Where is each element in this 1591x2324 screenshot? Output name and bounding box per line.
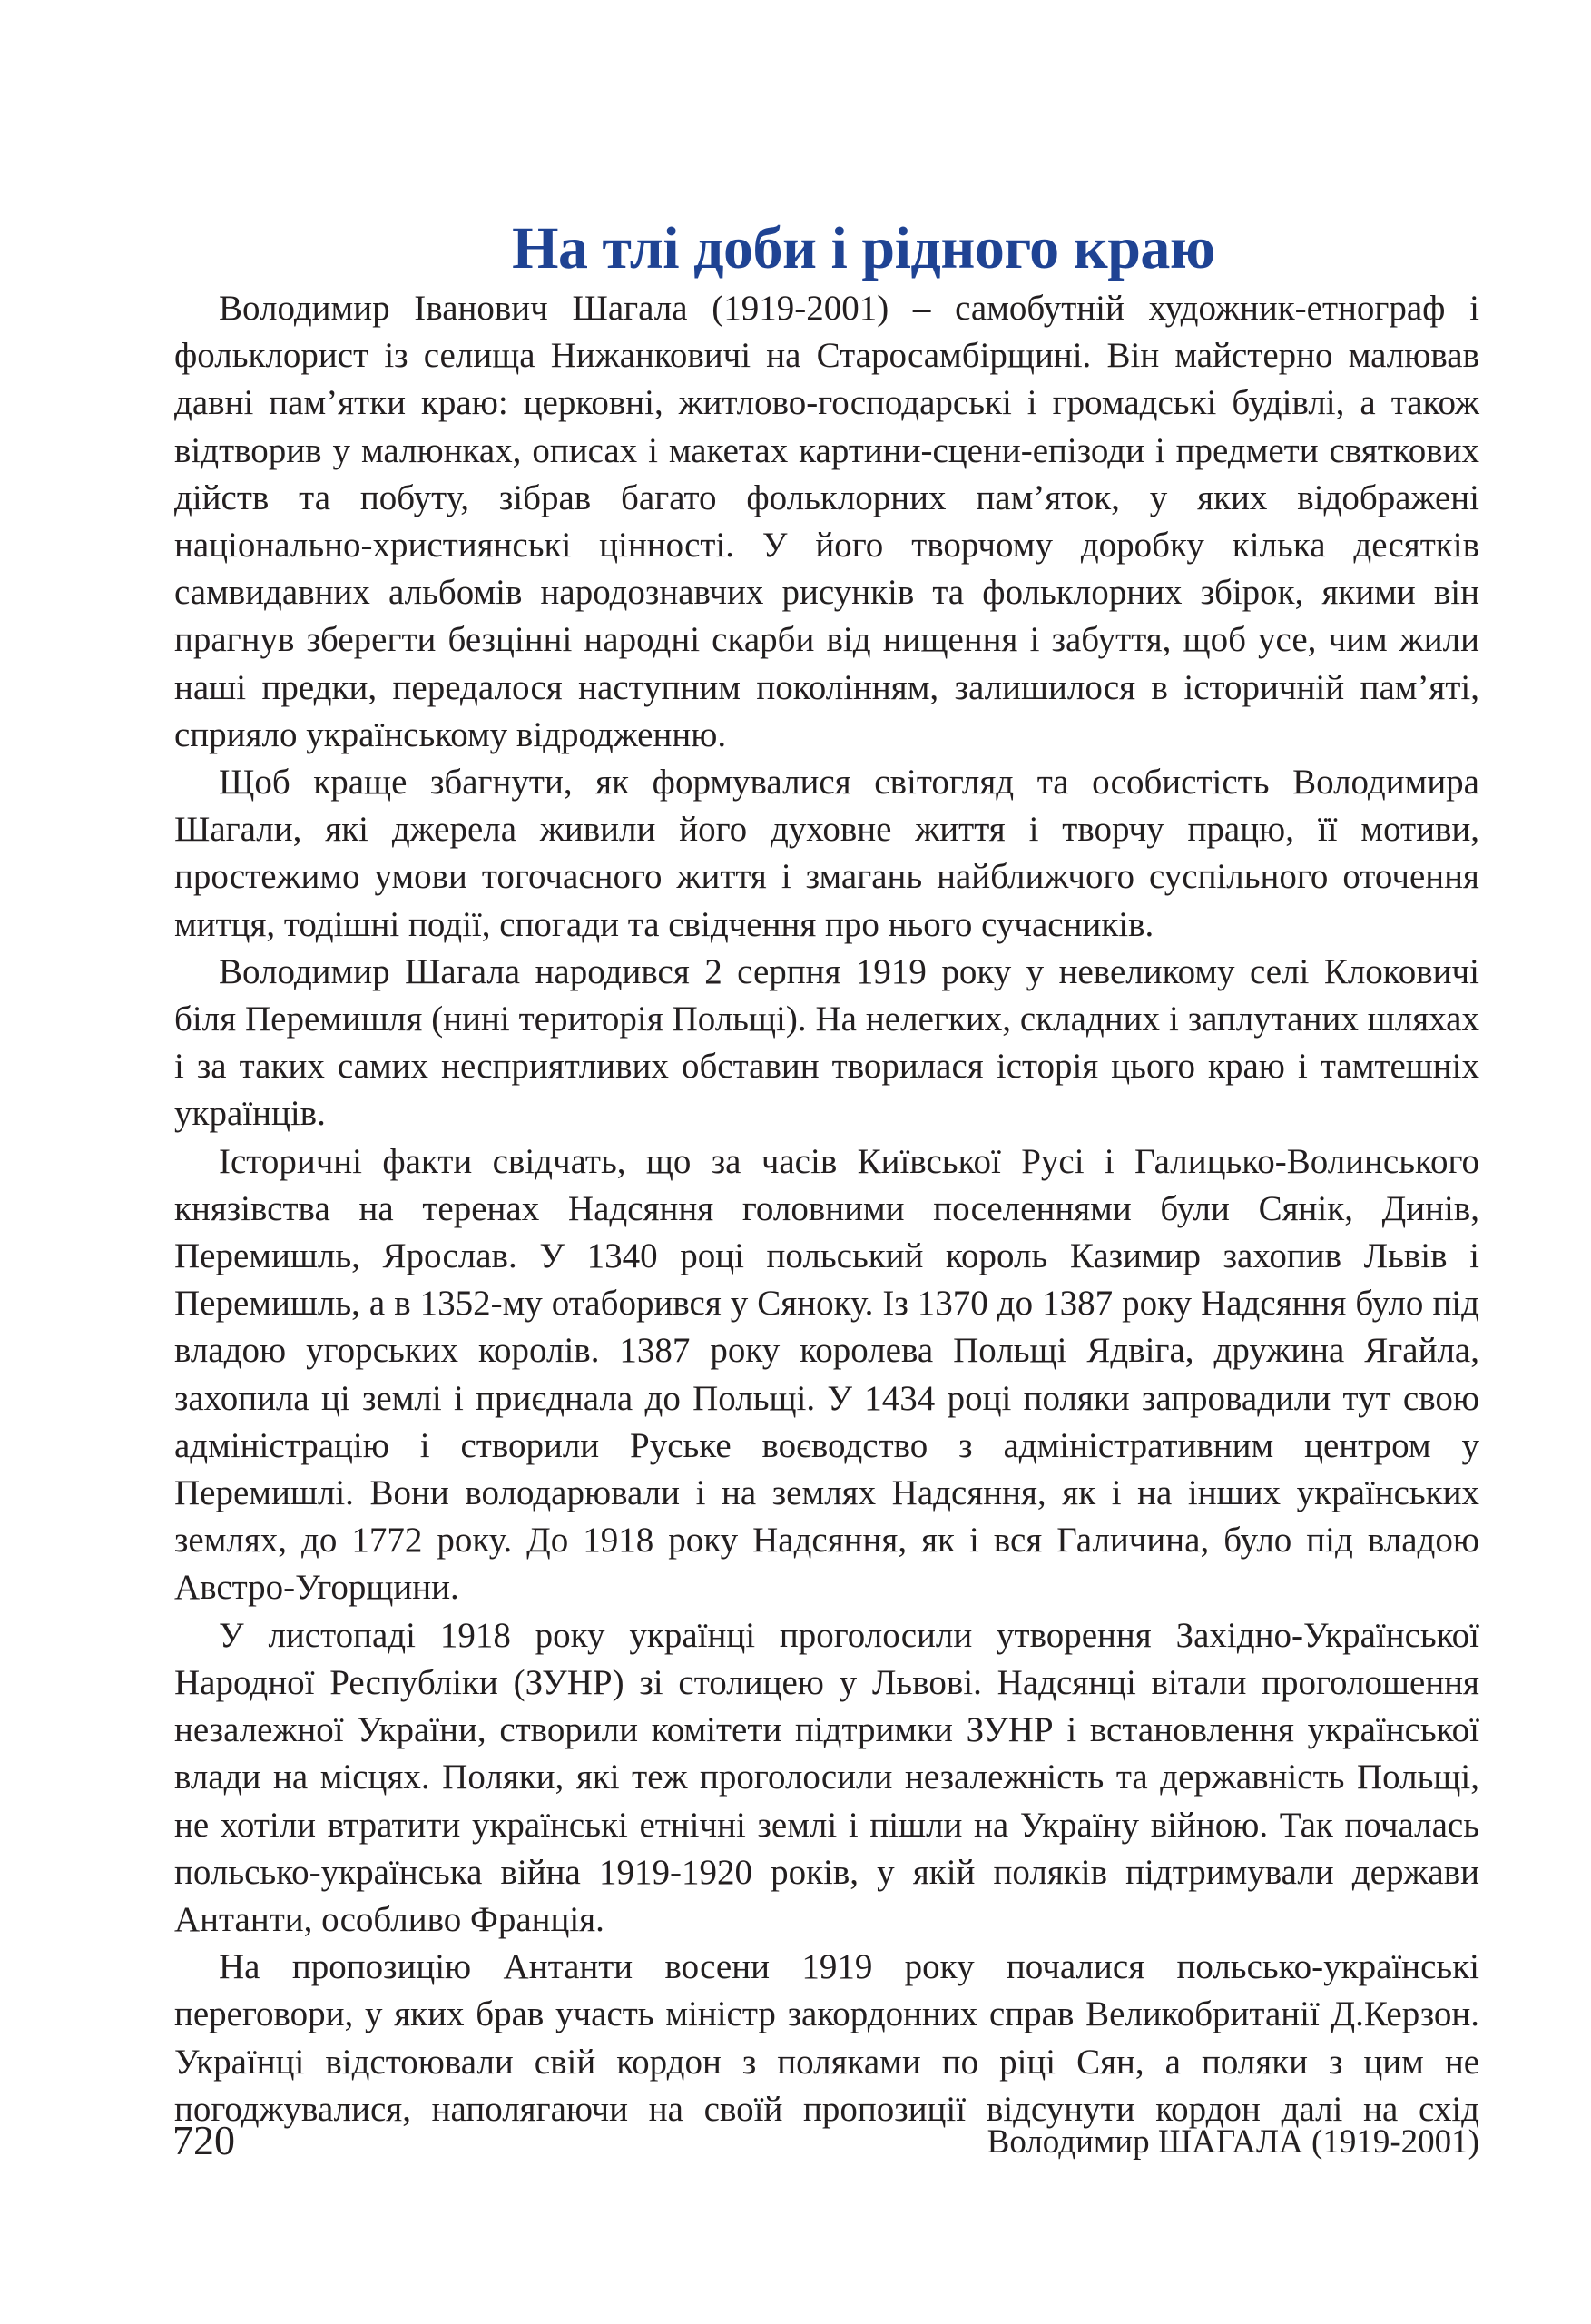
paragraph-negotiations: На пропозицію Антанти восени 1919 року почалися польсько-українські переговори, у яких брав участь міністр закордонних справ Великобританії Д.Керзон. Українці відстоювали свій кордон з поляками по ріці Сян, а поляки з цим не погоджувалися, наполягаючи на своїй пропозиції відсунути кордон далі на схід: [174, 1947, 1479, 2129]
paragraph-zunr: У листопаді 1918 року українці проголосили утворення Західно-Української Народної Республіки (ЗУНР) зі столицею у Львові. Надсянці вітали проголошення незалежної України, створили комітети підтримки ЗУНР і встановлення української влади на місцях. Поляки, які теж проголосили незалежність та державність Польщі, не хотіли втратити українські етнічні землі і пішли на Україну війною. Так почалась польсько-українська війна 1919-1920 років, у якій поляків підтримували держави Антанти, особливо Франція.: [174, 1615, 1479, 1939]
page-title: На тлі доби і рідного краю: [512, 215, 1215, 282]
page-number: 720: [172, 2117, 235, 2163]
paragraph-intro: Володимир Іванович Шагала (1919-2001) – самобутній художник-етнограф і фольклорист із селища Нижанковичі на Старосамбірщині. Він майстерно малював давні пам’ятки краю: церковні, житлово-господарські і громадські будівлі, а також відтворив у малюнках, описах і макетах картини-сцени-епізоди і предмети святкових дійств та побуту, зібрав багато фольклорних пам’яток, у яких відображені національно-християнські цінності. У його творчому доробку кілька десятків самвидавних альбомів народознавчих рисунків та фольклорних збірок, якими він прагнув зберегти безцінні народні скарби від нищення і забуття, щоб усе, чим жили наші предки, передалося наступним поколінням, залишилося в історичній пам’яті, сприяло українському відродженню.: [174, 289, 1479, 754]
paragraph-purpose: Щоб краще збагнути, як формувалися світогляд та особистість Володимира Шагали, які джерела живили його духовне життя і творчу працю, її мотиви, простежимо умови тогочасного життя і змагань найближчого суспільного оточення митця, тодішні події, спогади та свідчення про нього сучасників.: [174, 763, 1479, 944]
article-body: [174, 285, 1479, 2133]
paragraph-birth: Володимир Шагала народився 2 серпня 1919 року у невеликому селі Клоковичі біля Перемишля (нині територія Польщі). На нелегких, складних і заплутаних шляхах і за таких самих несприятливих обставин творилася історія цього краю і тамтешніх українців.: [174, 951, 1479, 1134]
running-footer-title: Володимир ШАГАЛА (1919-2001): [987, 2123, 1479, 2161]
paragraph-history: Історичні факти свідчать, що за часів Київської Русі і Галицько-Волинського князівства на теренах Надсяння головними поселеннями були Сянік, Динів, Перемишль, Ярослав. У 1340 році польський король Казимир захопив Львів і Перемишль, а в 1352-му отаборився у Сяноку. Із 1370 до 1387 року Надсяння було під владою угорських королів. 1387 року королева Польщі Ядвіга, дружина Ягайла, захопила ці землі і приєднала до Польщі. У 1434 році поляки запровадили тут свою адміністрацію і створили Руське воєводство з адміністративним центром у Перемишлі. Вони володарювали і на землях Надсяння, як і на інших українських землях, до 1772 року. До 1918 року Надсяння, як і вся Галичина, було під владою Австро-Угорщини.: [174, 1141, 1479, 1608]
